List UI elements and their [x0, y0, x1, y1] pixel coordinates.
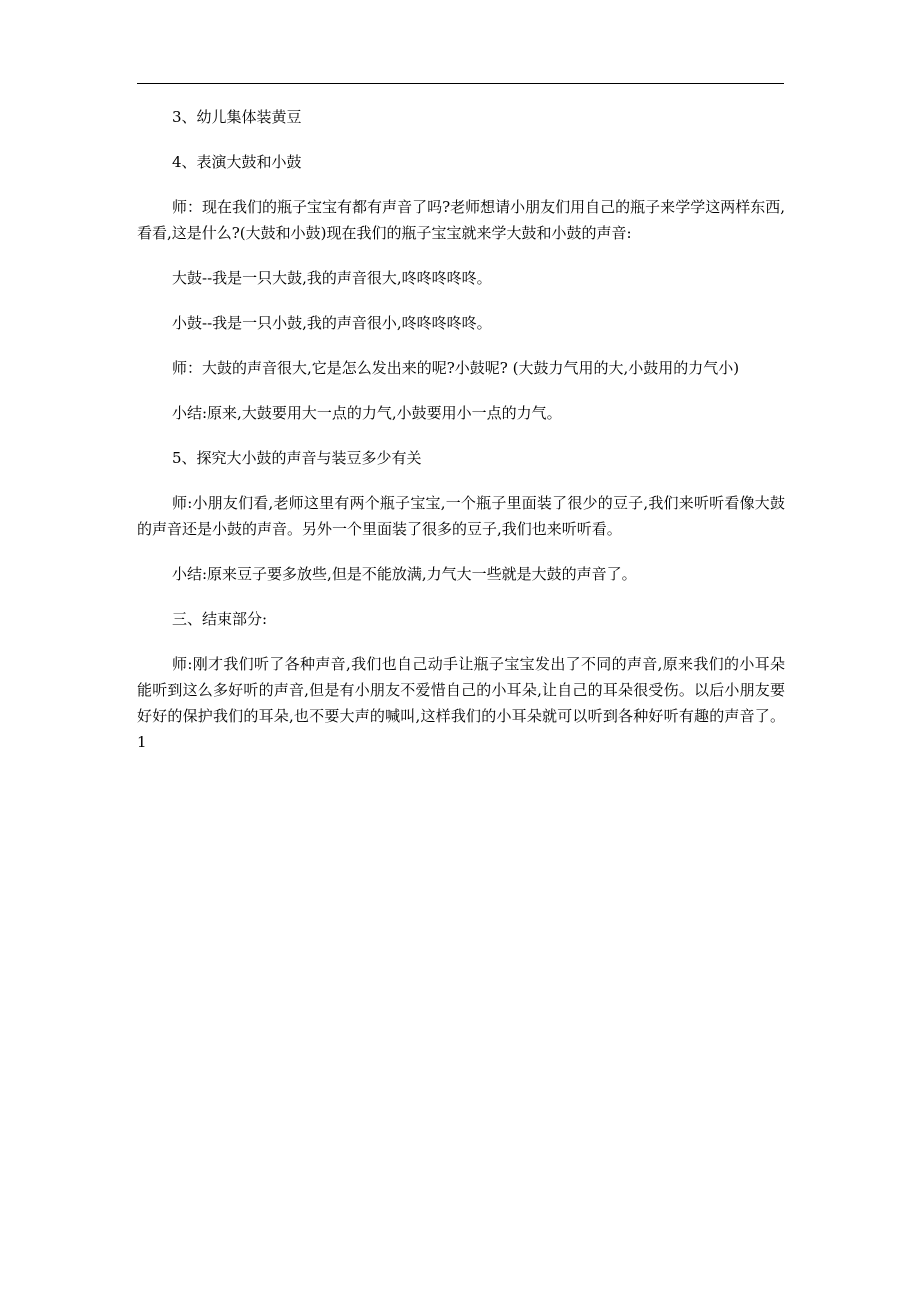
step-heading: 3、幼儿集体装黄豆	[172, 108, 302, 126]
header-rule	[137, 83, 784, 84]
closing-paragraph: 师:刚才我们听了各种声音,我们也自己动手让瓶子宝宝发出了不同的声音,原来我们的小耳朵能听到这么多好听的声音,但是有小朋友不爱惜自己的小耳朵,让自己的耳朵很受伤。以后小朋友要好好的保护我们的耳朵,也不要大声的喊叫,这样我们的小耳朵就可以听到各种好听有趣的声音了。1	[137, 655, 785, 751]
summary-paragraph: 小结:原来豆子要多放些,但是不能放满,力气大一些就是大鼓的声音了。	[172, 565, 637, 583]
teacher-dialogue: 师:小朋友们看,老师这里有两个瓶子宝宝,一个瓶子里面装了很少的豆子,我们来听听看像大鼓的声音还是小鼓的声音。另外一个里面装了很多的豆子,我们也来听听看。	[137, 494, 785, 538]
section-heading: 三、结束部分:	[172, 610, 268, 628]
teacher-dialogue: 师：现在我们的瓶子宝宝有都有声音了吗?老师想请小朋友们用自己的瓶子来学学这两样东西,看看,这是什么?(大鼓和小鼓)现在我们的瓶子宝宝就来学大鼓和小鼓的声音:	[137, 198, 785, 242]
teacher-dialogue: 师：大鼓的声音很大,它是怎么发出来的呢?小鼓呢? (大鼓力气用的大,小鼓用的力气小)	[172, 359, 740, 377]
big-drum-line: 大鼓--我是一只大鼓,我的声音很大,咚咚咚咚咚。	[172, 269, 492, 287]
small-drum-line: 小鼓--我是一只小鼓,我的声音很小,咚咚咚咚咚。	[172, 314, 492, 332]
summary-paragraph: 小结:原来,大鼓要用大一点的力气,小鼓要用小一点的力气。	[172, 404, 562, 422]
step-heading: 5、探究大小鼓的声音与装豆多少有关	[172, 449, 422, 467]
step-heading: 4、表演大鼓和小鼓	[172, 153, 302, 171]
document-body	[137, 104, 785, 774]
